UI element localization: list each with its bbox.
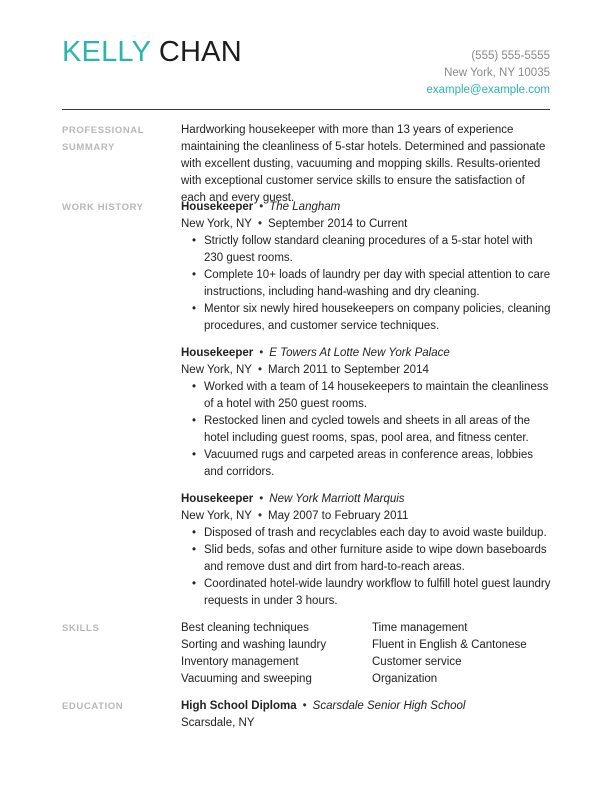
list-item: • Coordinated hotel-wide laundry workflow to fulfill hotel guest laundry requests in under 3 hours. [204,576,551,610]
skill-item: Inventory management [181,656,299,668]
degree-title: High School Diploma [181,700,297,712]
address: New York, NY 10035 [444,67,550,79]
job-location: New York, NY [181,510,252,522]
contact-block [426,48,550,99]
school-name: Scarsdale Senior High School [312,700,466,712]
list-item: • Slid beds, sofas and other furniture aside to wipe down baseboards and remove dust and dirt from hard-to-reach areas. [204,542,551,576]
separator: • [257,218,262,230]
job-dates: May 2007 to February 2011 [267,510,409,522]
job-meta [181,216,551,233]
summary-content [181,122,551,207]
job-entry [181,199,551,335]
job-bullets [181,525,551,610]
list-item: • Complete 10+ loads of laundry per day with special attention to care instructions, including hand-washing and dry cleaning. [204,267,551,301]
list-item: • Strictly follow standard cleaning procedures of a 5-star hotel with 230 guest rooms. [204,233,551,267]
job-dates: September 2014 to Current [267,218,408,230]
job-bullets [181,233,551,335]
job-meta [181,508,551,525]
last-name: CHAN [158,36,242,68]
list-item: • Disposed of trash and recyclables each day to avoid waste buildup. [204,525,551,542]
job-entry [181,491,551,610]
skill-item: Customer service [372,656,462,668]
skill-item: Vacuuming and sweeping [181,673,312,685]
job-dates: March 2011 to September 2014 [267,364,429,376]
header-divider [62,109,550,110]
education-label: EDUCATION [62,701,124,712]
skill-item: Time management [372,622,468,634]
job-entry [181,345,551,481]
work-history-content [181,199,551,610]
company-name: E Towers At Lotte New York Palace [269,347,450,359]
work-history-label: WORK HISTORY [62,202,144,213]
first-name: KELLY [62,36,151,68]
school-location: Scarsdale, NY [181,717,255,729]
job-title: Housekeeper [181,201,254,213]
skill-item: Fluent in English & Cantonese [372,639,527,651]
list-item: • Mentor six newly hired housekeepers on company policies, cleaning procedures, and customer service techniques. [204,301,551,335]
summary-label [62,122,167,156]
phone-number: (555) 555-5555 [471,50,550,62]
summary-label-line2: SUMMARY [62,142,115,153]
skills-label: SKILLS [62,623,100,634]
education-heading [181,698,551,715]
separator: • [257,510,262,522]
candidate-name [62,34,242,70]
education-content [181,698,551,732]
separator: • [259,201,264,213]
list-item: • Restocked linen and cycled towels and sheets in all areas of the hotel including guest rooms, spas, pool area, and fitness center. [204,413,551,447]
list-item: • Vacuumed rugs and carpeted areas in conference areas, lobbies and corridors. [204,447,551,481]
skill-item: Best cleaning techniques [181,622,309,634]
job-location: New York, NY [181,218,252,230]
separator: • [259,493,264,505]
job-heading [181,199,551,216]
skill-item: Organization [372,673,438,685]
summary-label-line1: PROFESSIONAL [62,125,145,136]
job-location: New York, NY [181,364,252,376]
skills-grid [181,620,551,688]
job-title: Housekeeper [181,347,254,359]
job-heading [181,491,551,508]
job-meta [181,362,551,379]
skill-item: Sorting and washing laundry [181,639,327,651]
summary-text: Hardworking housekeeper with more than 13 years of experience maintaining the cleanliness of 5-star hotels. Determined and passionate with excellent dusting, vacuuming and mopping skills. Results-oriented with exceptional customer service skills to ensure the satisfaction of each and every guest. [181,124,546,204]
separator: • [302,700,307,712]
separator: • [259,347,264,359]
list-item: • Worked with a team of 14 housekeepers to maintain the cleanliness of a hotel with 250 guest rooms. [204,379,551,413]
separator: • [257,364,262,376]
email-link[interactable]: example@example.com [426,84,550,96]
job-heading [181,345,551,362]
company-name: The Langham [269,201,341,213]
company-name: New York Marriott Marquis [269,493,405,505]
job-title: Housekeeper [181,493,254,505]
job-bullets [181,379,551,481]
